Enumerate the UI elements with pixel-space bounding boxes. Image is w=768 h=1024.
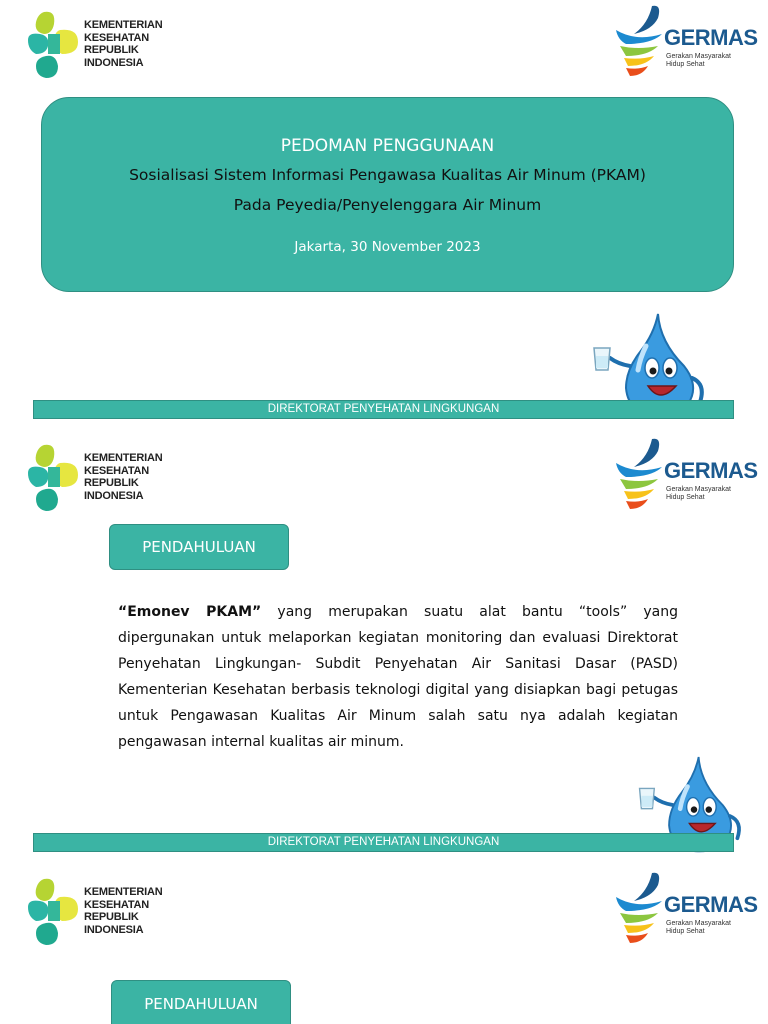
slide-footer-bar: DIREKTORAT PENYEHATAN LINGKUNGAN	[33, 833, 734, 852]
intro-paragraph	[118, 599, 678, 755]
germas-logo	[612, 4, 758, 84]
section-heading-pendahuluan: PENDAHULUAN	[109, 524, 289, 570]
slide-2	[0, 433, 768, 867]
kemenkes-logo	[26, 10, 166, 80]
title-box	[41, 97, 734, 292]
slide-footer-bar: DIREKTORAT PENYEHATAN LINGKUNGAN	[33, 400, 734, 419]
document-subtitle-line2: Pada Peyedia/Penyelenggara Air Minum	[233, 196, 542, 214]
germas-swoosh-icon	[612, 437, 668, 517]
intro-paragraph-text: yang merupakan suatu alat bantu “tools” yang dipergunakan untuk melaporkan kegiatan monitoring dan evaluasi Direktorat Penyehatan Lingkungan- Subdit Penyehatan Air Sanitasi Dasar (PASD) Kementerian Kesehatan berbasis teknologi digital yang disiapkan bagi petugas untuk Pengawasan Kualitas Air Minum salah satu nya adalah kegiatan pengawasan internal kualitas air minum.	[118, 604, 678, 750]
document-subtitle-line1: Sosialisasi Sistem Informasi Pengawasa Kualitas Air Minum (PKAM)	[129, 166, 646, 184]
germas-logo	[612, 871, 758, 951]
intro-paragraph-bold: “Emonev PKAM”	[118, 604, 262, 620]
kemenkes-emblem-icon	[26, 443, 82, 513]
germas-wordmark: GERMAS	[664, 892, 758, 917]
slide-3	[0, 867, 768, 1024]
germas-swoosh-icon	[612, 871, 668, 951]
germas-tagline: Gerakan Masyarakat Hidup Sehat	[666, 53, 731, 68]
germas-wordmark: GERMAS	[664, 458, 758, 483]
document-title: PEDOMAN PENGGUNAAN	[280, 136, 495, 156]
kemenkes-wordmark: KEMENTERIAN KESEHATAN REPUBLIK INDONESIA	[84, 452, 163, 502]
kemenkes-emblem-icon	[26, 877, 82, 947]
document-date: Jakarta, 30 November 2023	[294, 239, 481, 255]
germas-tagline: Gerakan Masyarakat Hidup Sehat	[666, 486, 731, 501]
kemenkes-wordmark: KEMENTERIAN KESEHATAN REPUBLIK INDONESIA	[84, 886, 163, 936]
kemenkes-logo	[26, 877, 166, 947]
section-heading-pendahuluan: PENDAHULUAN	[111, 980, 291, 1024]
kemenkes-logo	[26, 443, 166, 513]
slide-1	[0, 0, 768, 433]
germas-logo	[612, 437, 758, 517]
germas-swoosh-icon	[612, 4, 668, 84]
kemenkes-emblem-icon	[26, 10, 82, 80]
germas-wordmark: GERMAS	[664, 25, 758, 50]
germas-tagline: Gerakan Masyarakat Hidup Sehat	[666, 920, 731, 935]
kemenkes-wordmark: KEMENTERIAN KESEHATAN REPUBLIK INDONESIA	[84, 19, 163, 69]
